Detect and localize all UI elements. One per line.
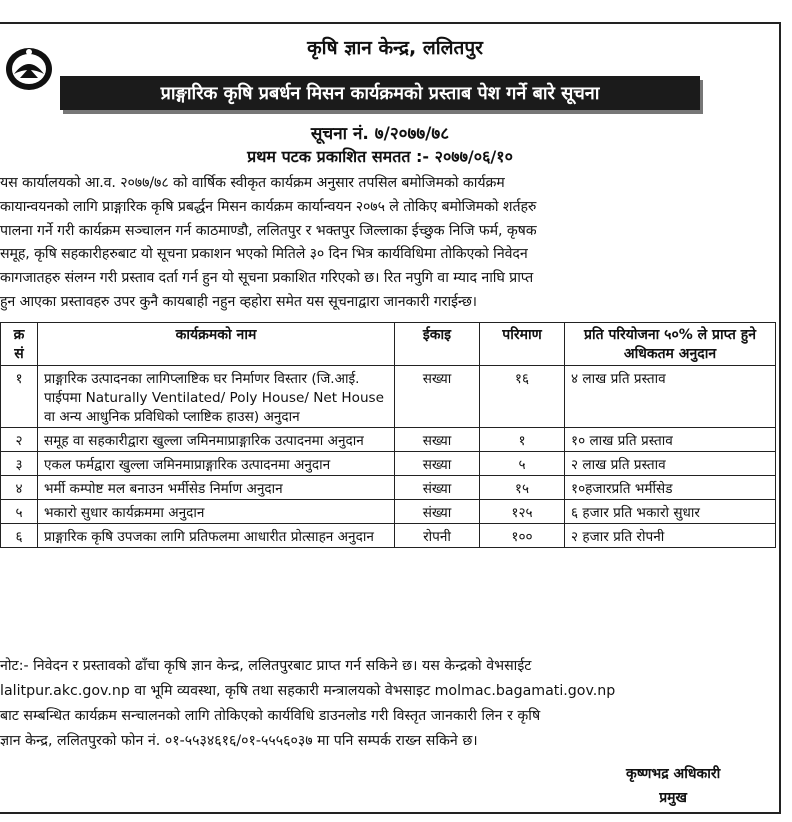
cell-unit: सख्या	[395, 428, 480, 452]
office-name: कृषि ज्ञान केन्द्र, ललितपुर	[307, 37, 483, 59]
cell-unit: संख्या	[395, 476, 480, 500]
note-line: ज्ञान केन्द्र, ललितपुरको फोन नं. ०१-५५३४६१६/०१-५५५६०३७ मा पनि सम्पर्क राख्न सकिने छ।	[0, 733, 478, 749]
cell-quantity: १२५	[480, 500, 565, 524]
cell-program: एकल फर्मद्वारा खुल्ला जमिनमाप्राङ्गारिक उत्पादनमा अनुदान	[38, 452, 395, 476]
signatory-name: कृष्णभद्र अधिकारी	[626, 766, 721, 782]
cell-program: समूह वा सहकारीद्वारा खुल्ला जमिनमाप्राङ्गारिक उत्पादनमा अनुदान	[38, 428, 395, 452]
cell-subsidy: ४ लाख प्रति प्रस्ताव	[565, 366, 776, 428]
cell-unit: रोपनी	[395, 524, 480, 548]
program-table	[0, 322, 776, 548]
cell-quantity: १००	[480, 524, 565, 548]
note-paragraph	[0, 654, 778, 754]
cell-quantity: १	[480, 428, 565, 452]
intro-line: कागजातहरु संलग्न गरी प्रस्ताव दर्ता गर्न हुन यो सूचना प्रकाशित गरिएको छ। रित नपुगि वा म्याद नाघि प्राप्त	[0, 270, 534, 287]
cell-subsidy: १० लाख प्रति प्रस्ताव	[565, 428, 776, 452]
cell-unit: सख्या	[395, 452, 480, 476]
header-quantity: परिमाण	[480, 323, 565, 366]
note-line: lalitpur.akc.gov.np वा भूमि व्यवस्था, कृषि तथा सहकारी मन्त्रालयको वेभसाइट molmac.bagamati.gov.np	[0, 683, 616, 699]
header-unit: ईकाइ	[395, 323, 480, 366]
table-row	[1, 366, 776, 428]
note-line: बाट सम्बन्धित कार्यक्रम सन्चालनको लागि तोकिएको कार्यविधि डाउनलोड गरी विस्तृत जानकारी लिन र कृषि	[0, 708, 541, 724]
cell-program: भर्मी कम्पोष्ट मल बनाउन भर्मीसेड निर्माण अनुदान	[38, 476, 395, 500]
cell-program: प्राङ्गारिक उत्पादनका लागिप्लाष्टिक घर निर्माणर विस्तार (जि.आई. पाईपमा Naturally Ventilated/ Poly House/ Net House वा अन्य आधुनिक प्रविधिको प्लाष्टिक हाउस) अनुदान	[38, 366, 395, 428]
cell-sn: ६	[1, 524, 38, 548]
intro-line: समूह, कृषि सहकारीहरुबाट यो सूचना प्रकाशन भएको मितिले ३० दिन भित्र कार्यविधिमा तोकिएको निवेदन	[0, 246, 528, 263]
note-line: नोट:- निवेदन र प्रस्तावको ढाँचा कृषि ज्ञान केन्द्र, ललितपुरबाट प्राप्त गर्न सकिने छ। यस केन्द्रको वेभसाईट	[0, 658, 532, 674]
intro-line: यस कार्यालयको आ.व. २०७७/७८ को वार्षिक स्वीकृत कार्यक्रम अनुसार तपसिल बमोजिमको कार्यक्रम	[0, 175, 505, 191]
cell-program: प्राङ्गारिक कृषि उपजका लागि प्रतिफलमा आधारीत प्रोत्साहन अनुदान	[38, 524, 395, 548]
table-row	[1, 476, 776, 500]
cell-program: भकारो सुधार कार्यक्रममा अनुदान	[38, 500, 395, 524]
table-row	[1, 524, 776, 548]
cell-subsidy: ६ हजार प्रति भकारो सुधार	[565, 500, 776, 524]
cell-sn: १	[1, 366, 38, 428]
government-emblem-icon	[4, 44, 54, 92]
notice-number: सूचना नं. ७/२०७७/७८	[310, 124, 450, 144]
header-program: कार्यक्रमको नाम	[38, 323, 395, 366]
table-row	[1, 452, 776, 476]
table-row	[1, 428, 776, 452]
notice-title-banner	[60, 76, 700, 110]
notice-title: प्राङ्गारिक कृषि प्रबर्धन मिसन कार्यक्रमको प्रस्ताब पेश गर्ने बारे सूचना	[160, 83, 600, 104]
cell-subsidy: २ लाख प्रति प्रस्ताव	[565, 452, 776, 476]
intro-line: कायान्वयनको लागि प्राङ्गारिक कृषि प्रबर्द्धन मिसन कार्यक्रम कार्यान्वयन २०७५ ले तोकिए बमोजिमको शर्तहरु	[0, 198, 537, 215]
header-sn: क्र सं	[1, 323, 38, 366]
cell-quantity: १५	[480, 476, 565, 500]
intro-line: पालना गर्ने गरी कार्यक्रम सञ्चालन गर्न काठमाण्डौ, ललितपुर र भक्तपुर जिल्लाका ईच्छुक निजि फर्म, कृषक	[0, 222, 537, 239]
table-row	[1, 500, 776, 524]
cell-quantity: ५	[480, 452, 565, 476]
cell-unit: सख्या	[395, 366, 480, 428]
cell-sn: २	[1, 428, 38, 452]
cell-sn: ३	[1, 452, 38, 476]
signature-block	[626, 762, 720, 810]
cell-sn: ५	[1, 500, 38, 524]
header-subsidy: प्रति परियोजना ५०% ले प्राप्त हुने अधिकतम अनुदान	[565, 323, 776, 366]
intro-paragraph	[0, 172, 776, 315]
cell-sn: ४	[1, 476, 38, 500]
table-header-row	[1, 323, 776, 366]
cell-quantity: १६	[480, 366, 565, 428]
publish-date: प्रथम पटक प्रकाशित समतत :- २०७७/०६/१०	[247, 147, 513, 166]
signatory-title: प्रमुख	[659, 790, 687, 806]
cell-subsidy: १०हजारप्रति भर्मीसेड	[565, 476, 776, 500]
cell-unit: संख्या	[395, 500, 480, 524]
cell-subsidy: २ हजार प्रति रोपनी	[565, 524, 776, 548]
intro-line: हुन आएका प्रस्तावहरु उपर कुनै कायबाही नहुन व्हहोरा समेत यस सूचनाद्वारा जानकारी गराईन्छ।	[0, 293, 477, 310]
